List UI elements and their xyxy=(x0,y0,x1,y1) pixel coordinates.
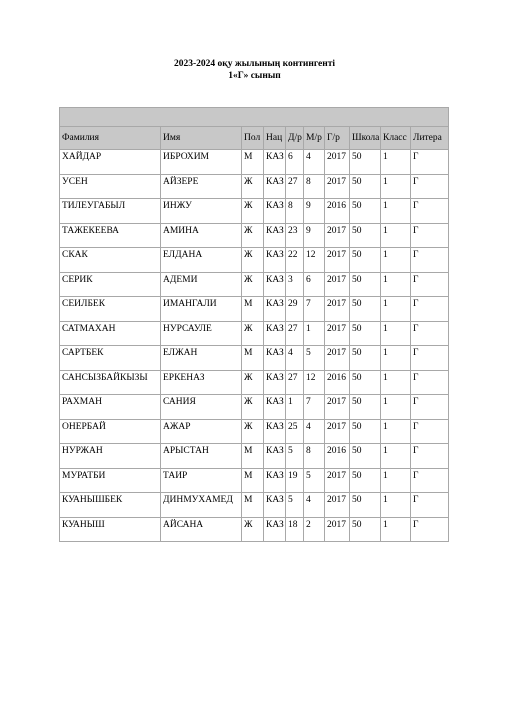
cell-grade: 1 xyxy=(381,297,411,322)
cell-surname: САТМАХАН xyxy=(60,321,161,346)
cell-gender: М xyxy=(242,444,264,469)
cell-birth-year: 2016 xyxy=(325,199,350,224)
cell-grade: 1 xyxy=(381,150,411,175)
header-nationality: Нац xyxy=(264,127,286,150)
cell-nationality: КАЗ xyxy=(264,174,286,199)
cell-letter: Г xyxy=(411,150,449,175)
cell-grade: 1 xyxy=(381,174,411,199)
cell-school: 50 xyxy=(350,419,381,444)
cell-birth-month: 12 xyxy=(304,248,325,273)
cell-letter: Г xyxy=(411,517,449,542)
cell-first-name: ДИНМУХАМЕД xyxy=(161,493,242,518)
table-row xyxy=(60,297,449,322)
cell-letter: Г xyxy=(411,272,449,297)
cell-nationality: КАЗ xyxy=(264,468,286,493)
cell-surname: ТАЖЕКЕЕВА xyxy=(60,223,161,248)
cell-nationality: КАЗ xyxy=(264,395,286,420)
header-surname: Фамилия xyxy=(60,127,161,150)
cell-letter: Г xyxy=(411,346,449,371)
cell-letter: Г xyxy=(411,199,449,224)
header-gender: Пол xyxy=(242,127,264,150)
cell-birth-day: 1 xyxy=(286,395,304,420)
table-row xyxy=(60,272,449,297)
cell-birth-day: 5 xyxy=(286,493,304,518)
cell-birth-year: 2017 xyxy=(325,150,350,175)
cell-birth-month: 7 xyxy=(304,395,325,420)
table-row xyxy=(60,321,449,346)
cell-nationality: КАЗ xyxy=(264,248,286,273)
cell-first-name: ЕЛДАНА xyxy=(161,248,242,273)
cell-school: 50 xyxy=(350,248,381,273)
table-row xyxy=(60,223,449,248)
header-birth-year: Г/р xyxy=(325,127,350,150)
cell-gender: М xyxy=(242,150,264,175)
cell-birth-day: 18 xyxy=(286,517,304,542)
cell-gender: М xyxy=(242,297,264,322)
cell-gender: Ж xyxy=(242,517,264,542)
cell-birth-day: 27 xyxy=(286,370,304,395)
cell-surname: СЕИЛБЕК xyxy=(60,297,161,322)
cell-birth-day: 22 xyxy=(286,248,304,273)
cell-gender: Ж xyxy=(242,321,264,346)
header-name: Имя xyxy=(161,127,242,150)
cell-surname: УСЕН xyxy=(60,174,161,199)
cell-gender: Ж xyxy=(242,370,264,395)
cell-birth-year: 2017 xyxy=(325,223,350,248)
cell-nationality: КАЗ xyxy=(264,346,286,371)
cell-school: 50 xyxy=(350,174,381,199)
cell-grade: 1 xyxy=(381,517,411,542)
cell-birth-year: 2017 xyxy=(325,395,350,420)
cell-birth-year: 2016 xyxy=(325,370,350,395)
cell-first-name: АМИНА xyxy=(161,223,242,248)
cell-birth-year: 2017 xyxy=(325,468,350,493)
cell-letter: Г xyxy=(411,419,449,444)
cell-first-name: ТАИР xyxy=(161,468,242,493)
cell-surname: СЕРИК xyxy=(60,272,161,297)
cell-birth-year: 2017 xyxy=(325,346,350,371)
cell-gender: М xyxy=(242,346,264,371)
cell-birth-day: 27 xyxy=(286,174,304,199)
cell-birth-month: 4 xyxy=(304,150,325,175)
title-year-line: 2023-2024 оқу жылының контингенті xyxy=(173,59,336,69)
table-row xyxy=(60,150,449,175)
cell-birth-year: 2017 xyxy=(325,321,350,346)
cell-first-name: ЕЛЖАН xyxy=(161,346,242,371)
cell-nationality: КАЗ xyxy=(264,223,286,248)
cell-letter: Г xyxy=(411,370,449,395)
cell-letter: Г xyxy=(411,297,449,322)
table-row xyxy=(60,199,449,224)
cell-school: 50 xyxy=(350,444,381,469)
cell-grade: 1 xyxy=(381,346,411,371)
cell-school: 50 xyxy=(350,297,381,322)
cell-birth-year: 2017 xyxy=(325,248,350,273)
table-row xyxy=(60,444,449,469)
cell-birth-year: 2017 xyxy=(325,297,350,322)
cell-birth-day: 6 xyxy=(286,150,304,175)
table-row xyxy=(60,419,449,444)
student-roster-table xyxy=(59,107,449,542)
cell-surname: ТИЛЕУГАБЫЛ xyxy=(60,199,161,224)
cell-grade: 1 xyxy=(381,444,411,469)
cell-gender: Ж xyxy=(242,248,264,273)
cell-school: 50 xyxy=(350,150,381,175)
cell-birth-year: 2017 xyxy=(325,272,350,297)
cell-grade: 1 xyxy=(381,370,411,395)
cell-gender: Ж xyxy=(242,395,264,420)
cell-letter: Г xyxy=(411,493,449,518)
table-row xyxy=(60,468,449,493)
table-row xyxy=(60,395,449,420)
cell-gender: М xyxy=(242,493,264,518)
cell-grade: 1 xyxy=(381,419,411,444)
cell-nationality: КАЗ xyxy=(264,297,286,322)
cell-grade: 1 xyxy=(381,199,411,224)
cell-first-name: АЙЗЕРЕ xyxy=(161,174,242,199)
cell-nationality: КАЗ xyxy=(264,493,286,518)
cell-birth-month: 6 xyxy=(304,272,325,297)
cell-school: 50 xyxy=(350,223,381,248)
cell-surname: САНСЫЗБАЙКЫЗЫ xyxy=(60,370,161,395)
table-row xyxy=(60,248,449,273)
cell-birth-year: 2017 xyxy=(325,493,350,518)
cell-letter: Г xyxy=(411,248,449,273)
cell-school: 50 xyxy=(350,272,381,297)
cell-letter: Г xyxy=(411,395,449,420)
cell-school: 50 xyxy=(350,395,381,420)
cell-first-name: НУРСАУЛЕ xyxy=(161,321,242,346)
cell-birth-month: 1 xyxy=(304,321,325,346)
header-grade: Класс xyxy=(381,127,411,150)
cell-letter: Г xyxy=(411,468,449,493)
cell-grade: 1 xyxy=(381,248,411,273)
cell-nationality: КАЗ xyxy=(264,517,286,542)
table-row xyxy=(60,174,449,199)
cell-letter: Г xyxy=(411,223,449,248)
cell-gender: Ж xyxy=(242,174,264,199)
cell-birth-month: 4 xyxy=(304,493,325,518)
header-letter: Литера xyxy=(411,127,449,150)
cell-birth-year: 2017 xyxy=(325,174,350,199)
cell-birth-month: 2 xyxy=(304,517,325,542)
cell-school: 50 xyxy=(350,468,381,493)
cell-gender: Ж xyxy=(242,223,264,248)
cell-nationality: КАЗ xyxy=(264,444,286,469)
table-row xyxy=(60,370,449,395)
header-school: Школа xyxy=(350,127,381,150)
table-header-row xyxy=(60,127,449,150)
cell-birth-day: 27 xyxy=(286,321,304,346)
cell-gender: Ж xyxy=(242,272,264,297)
cell-birth-month: 7 xyxy=(304,297,325,322)
document-title xyxy=(0,58,509,82)
cell-gender: Ж xyxy=(242,419,264,444)
cell-birth-year: 2017 xyxy=(325,517,350,542)
cell-nationality: КАЗ xyxy=(264,199,286,224)
header-birth-day: Д/р xyxy=(286,127,304,150)
cell-school: 50 xyxy=(350,517,381,542)
cell-surname: РАХМАН xyxy=(60,395,161,420)
cell-letter: Г xyxy=(411,321,449,346)
cell-nationality: КАЗ xyxy=(264,370,286,395)
cell-school: 50 xyxy=(350,493,381,518)
cell-first-name: АЙСАНА xyxy=(161,517,242,542)
cell-first-name: АРЫСТАН xyxy=(161,444,242,469)
cell-birth-day: 23 xyxy=(286,223,304,248)
cell-nationality: КАЗ xyxy=(264,150,286,175)
table-row xyxy=(60,346,449,371)
cell-birth-year: 2016 xyxy=(325,444,350,469)
cell-birth-month: 9 xyxy=(304,223,325,248)
cell-surname: СКАК xyxy=(60,248,161,273)
cell-letter: Г xyxy=(411,444,449,469)
cell-birth-year: 2017 xyxy=(325,419,350,444)
cell-birth-day: 29 xyxy=(286,297,304,322)
cell-grade: 1 xyxy=(381,468,411,493)
cell-birth-day: 19 xyxy=(286,468,304,493)
title-class-line: 1«Г» сынып xyxy=(228,71,281,81)
cell-surname: КУАНЫШ xyxy=(60,517,161,542)
cell-first-name: ЕРКЕНАЗ xyxy=(161,370,242,395)
cell-first-name: САНИЯ xyxy=(161,395,242,420)
cell-birth-day: 25 xyxy=(286,419,304,444)
cell-birth-day: 4 xyxy=(286,346,304,371)
cell-birth-month: 12 xyxy=(304,370,325,395)
cell-birth-day: 5 xyxy=(286,444,304,469)
cell-surname: ОНЕРБАЙ xyxy=(60,419,161,444)
cell-surname: КУАНЫШБЕК xyxy=(60,493,161,518)
cell-surname: НУРЖАН xyxy=(60,444,161,469)
cell-first-name: ИНЖУ xyxy=(161,199,242,224)
cell-birth-month: 8 xyxy=(304,174,325,199)
table-row xyxy=(60,493,449,518)
cell-birth-day: 3 xyxy=(286,272,304,297)
cell-first-name: АДЕМИ xyxy=(161,272,242,297)
cell-birth-day: 8 xyxy=(286,199,304,224)
cell-letter: Г xyxy=(411,174,449,199)
cell-grade: 1 xyxy=(381,223,411,248)
cell-nationality: КАЗ xyxy=(264,419,286,444)
cell-gender: М xyxy=(242,468,264,493)
cell-birth-month: 4 xyxy=(304,419,325,444)
header-birth-month: М/р xyxy=(304,127,325,150)
cell-surname: ХАЙДАР xyxy=(60,150,161,175)
cell-birth-month: 5 xyxy=(304,346,325,371)
table-top-bar xyxy=(60,108,449,127)
cell-grade: 1 xyxy=(381,493,411,518)
cell-first-name: ИМАНГАЛИ xyxy=(161,297,242,322)
cell-school: 50 xyxy=(350,199,381,224)
table-row xyxy=(60,517,449,542)
cell-grade: 1 xyxy=(381,272,411,297)
cell-surname: МУРАТБИ xyxy=(60,468,161,493)
cell-birth-month: 8 xyxy=(304,444,325,469)
cell-school: 50 xyxy=(350,321,381,346)
cell-birth-month: 9 xyxy=(304,199,325,224)
cell-school: 50 xyxy=(350,370,381,395)
cell-gender: Ж xyxy=(242,199,264,224)
table-body xyxy=(60,150,449,542)
cell-birth-month: 5 xyxy=(304,468,325,493)
cell-school: 50 xyxy=(350,346,381,371)
cell-surname: САРТБЕК xyxy=(60,346,161,371)
cell-nationality: КАЗ xyxy=(264,321,286,346)
cell-first-name: АЖАР xyxy=(161,419,242,444)
cell-grade: 1 xyxy=(381,395,411,420)
cell-grade: 1 xyxy=(381,321,411,346)
cell-nationality: КАЗ xyxy=(264,272,286,297)
cell-first-name: ИБРОХИМ xyxy=(161,150,242,175)
